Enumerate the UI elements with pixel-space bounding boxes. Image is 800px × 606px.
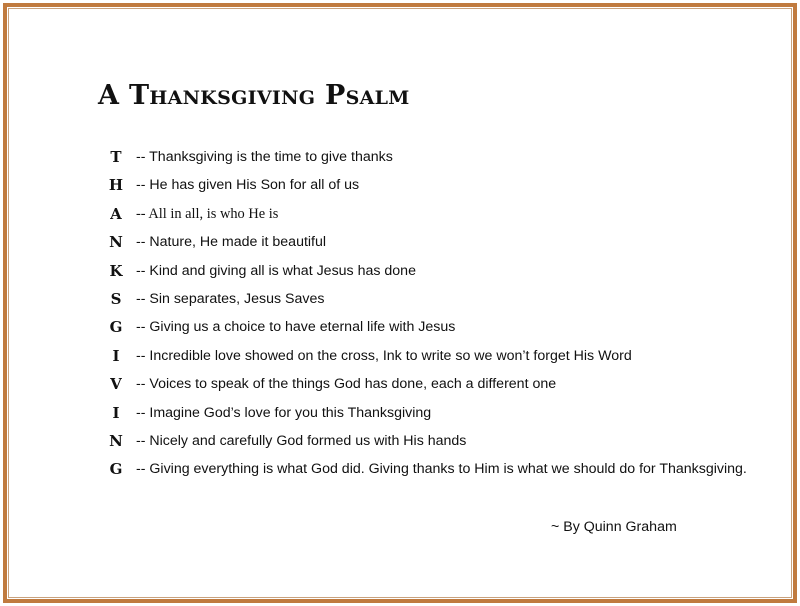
acrostic-letter: G [109, 318, 123, 337]
acrostic-letter: I [112, 346, 120, 365]
psalm-line-text: -- All in all, is who He is [136, 205, 279, 222]
psalm-line-text: -- He has given His Son for all of us [136, 177, 360, 194]
psalm-line-s [0, 288, 800, 310]
acrostic-letter: G [109, 460, 123, 479]
acrostic-letter: A [110, 204, 122, 223]
psalm-line-text: -- Kind and giving all is what Jesus has done [136, 262, 416, 279]
psalm-line-text: -- Thanksgiving is the time to give thanks [136, 149, 393, 165]
acrostic-letter: T [110, 148, 122, 166]
acrostic-letter: S [110, 290, 122, 308]
psalm-line-text: -- Nicely and carefully God formed us with His hands [136, 433, 467, 449]
psalm-line-n-2 [0, 430, 800, 452]
acrostic-letter: N [109, 233, 123, 252]
psalm-line-g-2 [0, 458, 800, 480]
psalm-line-a [0, 203, 800, 225]
psalm-line-text: -- Imagine God’s love for you this Thanksgiving [136, 404, 432, 421]
author-signature: ~ By Quinn Graham [551, 519, 677, 535]
psalm-line-g [0, 316, 800, 338]
acrostic-letter: V [110, 375, 122, 394]
psalm-line-text: -- Giving everything is what God did. Giving thanks to Him is what we should do for Thanksgiving. [136, 461, 747, 478]
acrostic-letter: I [112, 403, 120, 422]
psalm-line-v [0, 373, 800, 395]
acrostic-letter: N [109, 432, 123, 450]
acrostic-letter: H [108, 176, 124, 195]
psalm-line-text: -- Incredible love showed on the cross, Ink to write so we won’t forget His Word [136, 347, 632, 364]
psalm-line-text: -- Nature, He made it beautiful [136, 234, 327, 251]
psalm-line-n [0, 231, 800, 253]
psalm-line-text: -- Voices to speak of the things God has done, each a different one [136, 376, 557, 393]
psalm-line-i-2 [0, 402, 800, 424]
psalm-title: A Thanksgiving Psalm [98, 80, 410, 111]
psalm-line-h [0, 174, 800, 196]
psalm-line-t [0, 146, 800, 168]
psalm-line-text: -- Giving us a choice to have eternal life with Jesus [136, 319, 456, 336]
psalm-line-text: -- Sin separates, Jesus Saves [136, 291, 325, 307]
psalm-line-i [0, 345, 800, 367]
psalm-line-k [0, 260, 800, 282]
acrostic-letter: K [109, 261, 123, 280]
